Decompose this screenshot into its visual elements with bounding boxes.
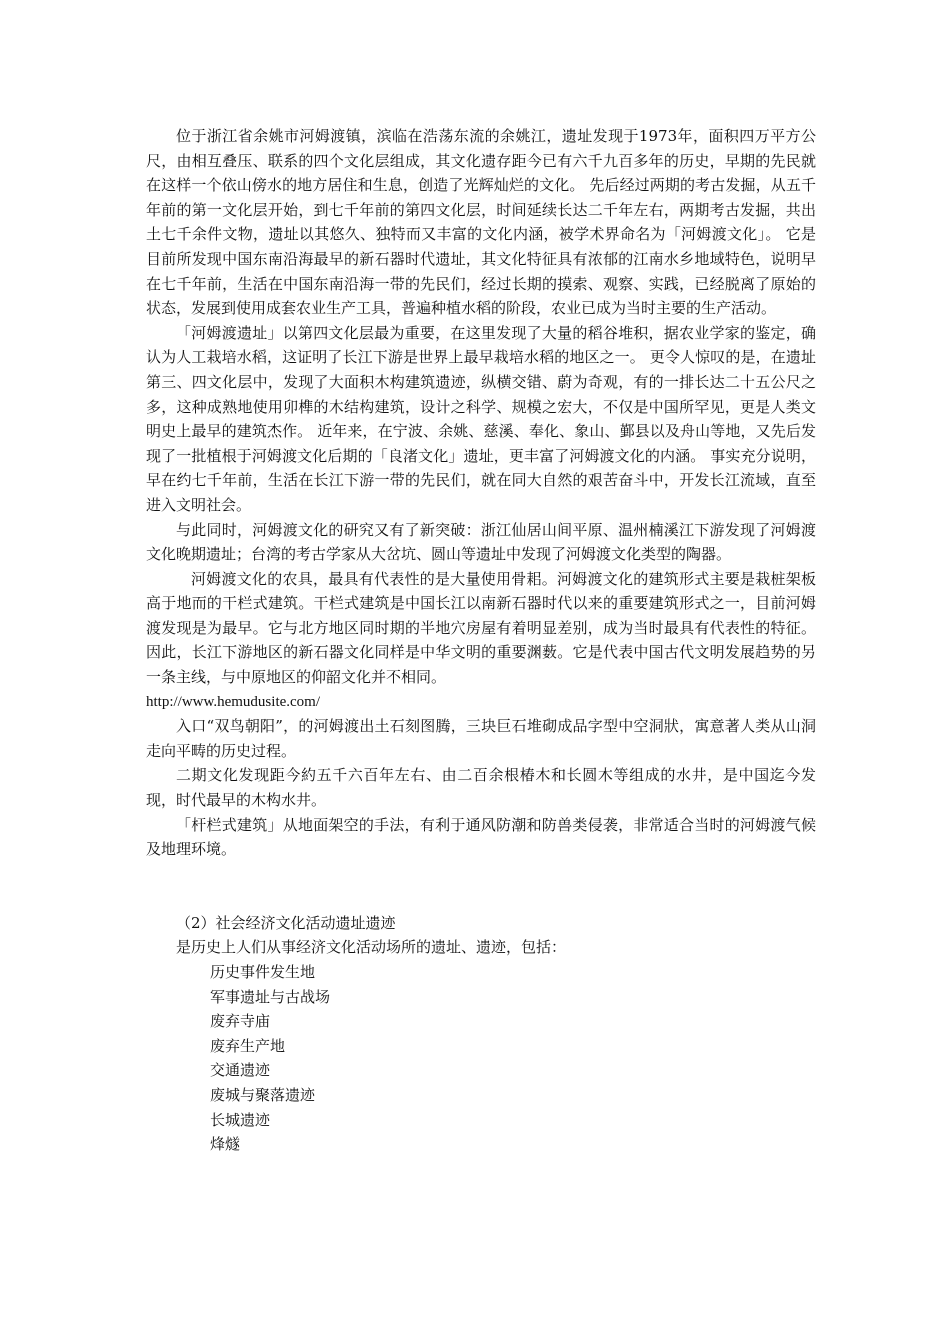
paragraph-entrance-totem: 入口“双鸟朝阳”，的河姆渡出土石刻图腾，三块巨石堆砌成品字型中空洞狀，寓意著人类从山洞走向平畴的历史过程。 <box>146 717 816 760</box>
list-item: 废弃寺庙 <box>210 1012 271 1031</box>
source-url-link[interactable]: http://www.hemudusite.com/ <box>146 693 321 710</box>
list-item: 废弃生产地 <box>210 1036 286 1055</box>
site-type-list <box>146 960 816 1157</box>
paragraph-tools-architecture: 河姆渡文化的农具，最具有代表性的是大量使用骨耜。河姆渡文化的建筑形式主要是栽桩架板高于地而的干栏式建筑。干栏式建筑是中国长江以南新石器时代以来的重要建筑形式之一，目前河姆渡发现是为最早。它与北方地区同时期的半地穴房屋有着明显差别，成为当时最具有代表性的特征。因此，长江下游地区的新石器文化同样是中华文明的重要渊薮。它是代表中国古代文明发展趋势的另一条主线，与中原地区的仰韶文化并不相同。 <box>146 569 816 687</box>
list-item: 历史事件发生地 <box>210 963 316 981</box>
paragraph-hemudu-site-significance: 「河姆渡遗址」以第四文化层最为重要，在这里发现了大量的稻谷堆积，据农业学家的鉴定，确认为人工栽培水稻，这证明了长江下游是世界上最早栽培水稻的地区之一。 更令人惊叹的是，在遗址第三、四文化层中，发现了大面积木构建筑遗迹，纵横交错、蔚为奇观，有的一排长达二十五公尺之多，这种成熟地使用卯榫的木结构建筑，设计之科学、规模之宏大，不仅是中国所罕见，更是人类文明史上最早的建筑杰作。 近年来，在宁波、余姚、慈溪、奉化、象山、鄞县以及舟山等地，又先后发现了一批植根于河姆渡文化后期的「良渚文化」遗址，更丰富了河姆渡文化的内涵。 事实充分说明，早在约七千年前，生活在长江下游一带的先民们，就在同大自然的艰苦奋斗中，开发长江流域，直至进入文明社会。 <box>146 323 816 514</box>
section-heading: （2）社会经济文化活动遗址遗迹 <box>176 913 396 932</box>
section-spacer <box>146 862 816 911</box>
section-description: 是历史上人们从事经济文化活动场所的遗址、遗迹，包括： <box>176 938 567 957</box>
list-item: 军事遗址与古战场 <box>210 987 331 1006</box>
paragraph-stilt-building: 「杆栏式建筑」从地面架空的手法，有利于通风防潮和防兽类侵袭，非常适合当时的河姆渡气候及地理环境。 <box>146 815 816 859</box>
paragraph-new-discoveries: 与此同时，河姆渡文化的研究又有了新突破：浙江仙居山间平原、温州楠溪江下游发现了河姆渡文化晚期遗址；台湾的考古学家从大岔坑、圆山等遗址中发现了河姆渡文化类型的陶器。 <box>146 520 816 564</box>
paragraph-wooden-well: 二期文化发现距今約五千六百年左右、由二百余根椿木和长圆木等组成的水井，是中国迄今发现，时代最早的木构水井。 <box>146 766 816 810</box>
list-item: 长城遗迹 <box>210 1110 271 1129</box>
list-item: 废城与聚落遗迹 <box>210 1085 316 1104</box>
document-body <box>146 124 816 1157</box>
paragraph-hemudu-location: 位于浙江省余姚市河姆渡镇，滨临在浩荡东流的余姚江，遗址发现于1973年，面积四万平方公尺，由相互叠压、联系的四个文化层组成，其文化遗存距今已有六千九百多年的历史，早期的先民就在这样一个依山傍水的地方居住和生息，创造了光辉灿烂的文化。 先后经过两期的考古发掘，从五千年前的第一文化层开始，到七千年前的第四文化层，时间延续长达二千年左右，两期考古发掘，共出土七千余件文物，遗址以其悠久、独特而又丰富的文化内涵，被学术界命名为「河姆渡文化」。 它是目前所发现中国东南沿海最早的新石器时代遗址，其文化特征具有浓郁的江南水乡地域特色，说明早在七千年前，生活在中国东南沿海一带的先民们，经过长期的摸索、观察、实践，已经脱离了原始的状态，发展到使用成套农业生产工具，普遍种植水稻的阶段，农业已成为当时主要的生产活动。 <box>146 127 816 318</box>
list-item: 交通遗迹 <box>210 1061 271 1080</box>
list-item: 烽燧 <box>210 1135 241 1154</box>
